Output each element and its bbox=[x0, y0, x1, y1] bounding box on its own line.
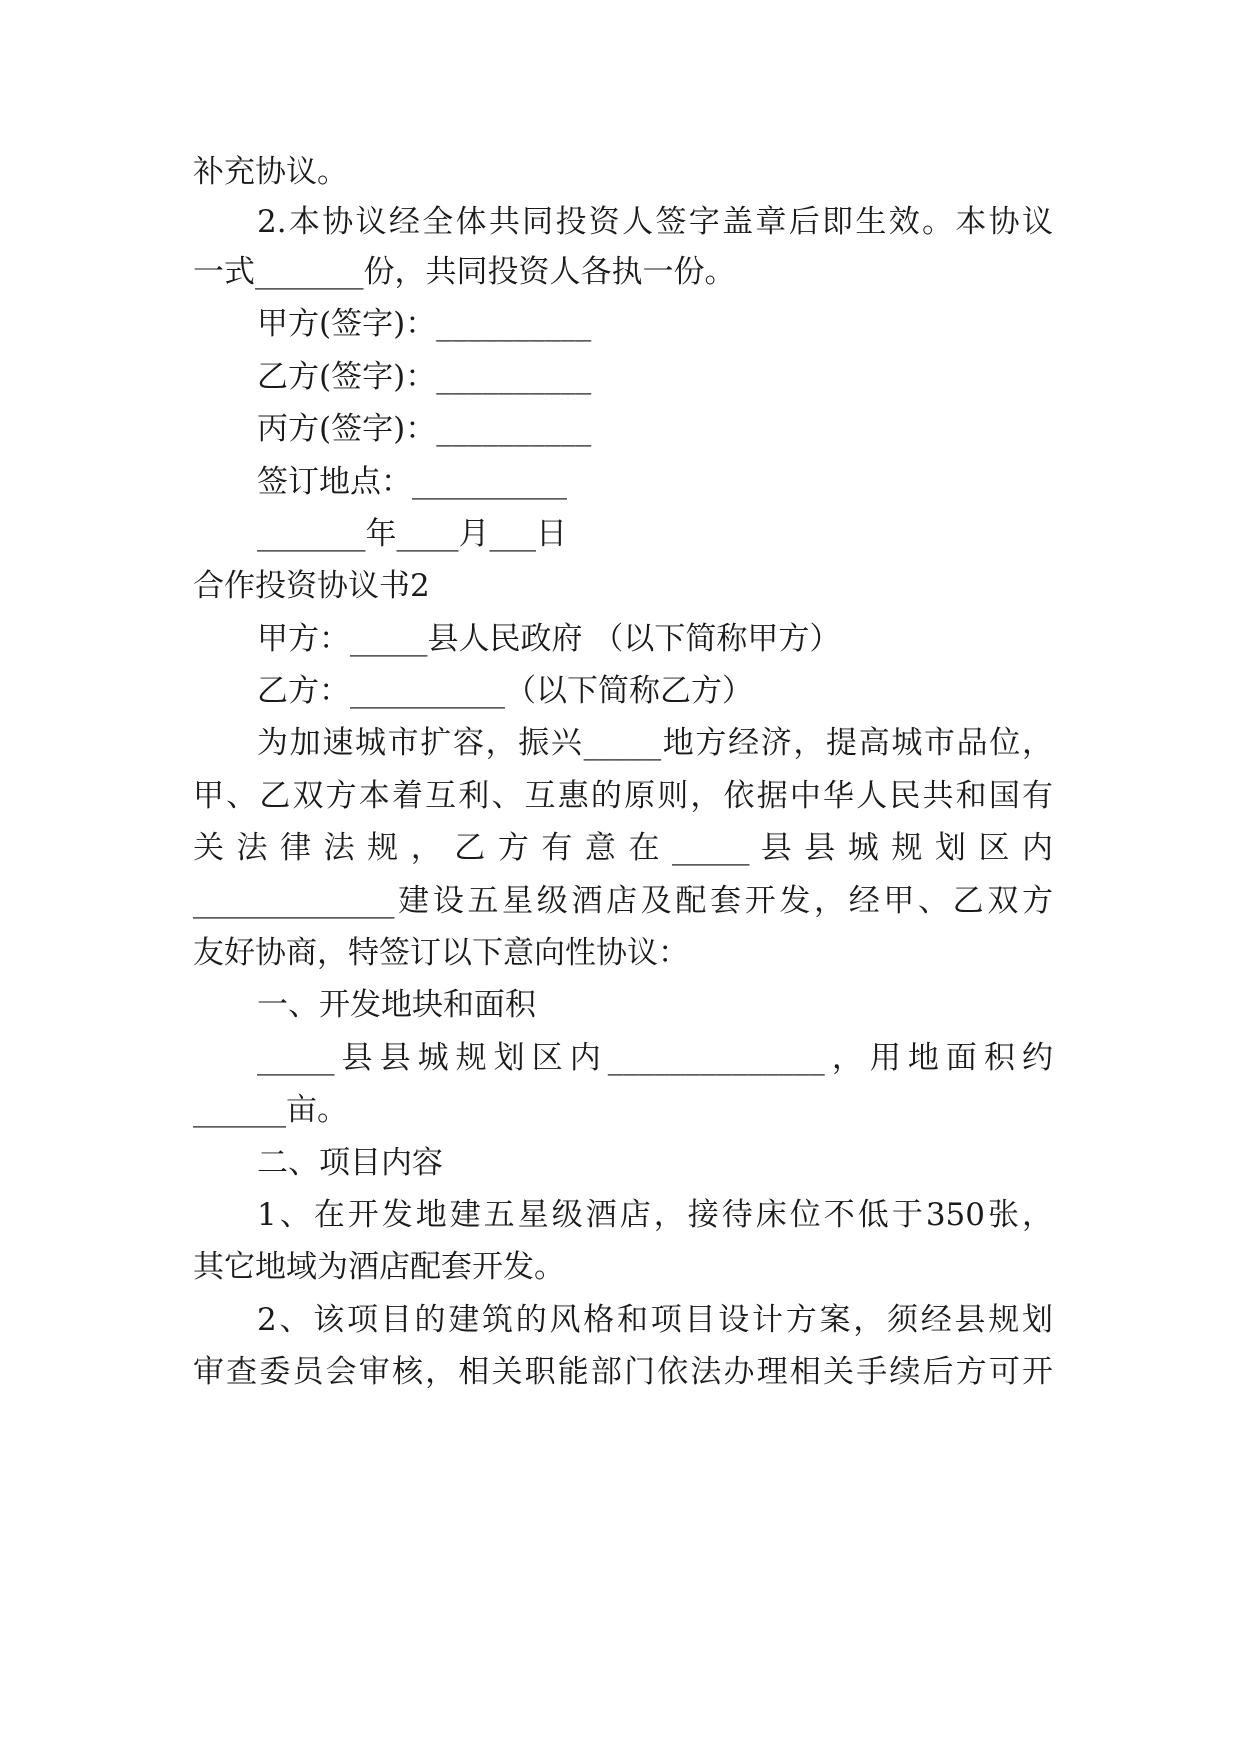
date-line: _______年____月___日 bbox=[257, 516, 567, 552]
section-heading: 一、开发地块和面积 bbox=[257, 987, 536, 1023]
text-line: 2、该项目的建筑的风格和项目设计方案，须经县规划 bbox=[257, 1302, 1053, 1338]
signature-line-party-a: 甲方(签字)：__________ bbox=[257, 306, 592, 342]
signature-line-party-c: 丙方(签字)：__________ bbox=[257, 411, 592, 447]
text-line: 2.本协议经全体共同投资人签字盖章后即生效。本协议 bbox=[257, 204, 1053, 240]
section-heading: 二、项目内容 bbox=[257, 1145, 443, 1181]
text-line: _____________建设五星级酒店及配套开发，经甲、乙双方 bbox=[193, 883, 1053, 919]
text-line: 审查委员会审核，相关职能部门依法办理相关手续后方可开 bbox=[193, 1354, 1053, 1390]
text-line: 1、在开发地建五星级酒店，接待床位不低于350张， bbox=[257, 1197, 1053, 1233]
signature-line-party-b: 乙方(签字)：__________ bbox=[257, 359, 592, 395]
text-line: 一式_______份，共同投资人各执一份。 bbox=[193, 254, 736, 290]
text-line: _____县县城规划区内______________，用地面积约 bbox=[257, 1040, 1053, 1076]
text-line: 为加速城市扩容，振兴_____地方经济，提高城市品位， bbox=[257, 725, 1053, 761]
signing-location-line: 签订地点：__________ bbox=[257, 464, 567, 500]
text-line: 补充协议。 bbox=[193, 154, 348, 190]
text-line: ______亩。 bbox=[193, 1092, 348, 1128]
section-title: 合作投资协议书2 bbox=[193, 568, 430, 604]
text-line: 友好协商，特签订以下意向性协议： bbox=[193, 935, 689, 971]
party-b-line: 乙方：__________（以下简称乙方） bbox=[257, 673, 753, 709]
text-line: 关 法 律 法 规 ， 乙 方 有 意 在 _____ 县 县 城 规 划 区 内 bbox=[193, 830, 1053, 866]
text-line: 其它地域为酒店配套开发。 bbox=[193, 1249, 565, 1285]
text-line: 甲、乙双方本着互利、互惠的原则，依据中华人民共和国有 bbox=[193, 778, 1053, 814]
party-a-line: 甲方：_____县人民政府 （以下简称甲方） bbox=[257, 621, 841, 657]
